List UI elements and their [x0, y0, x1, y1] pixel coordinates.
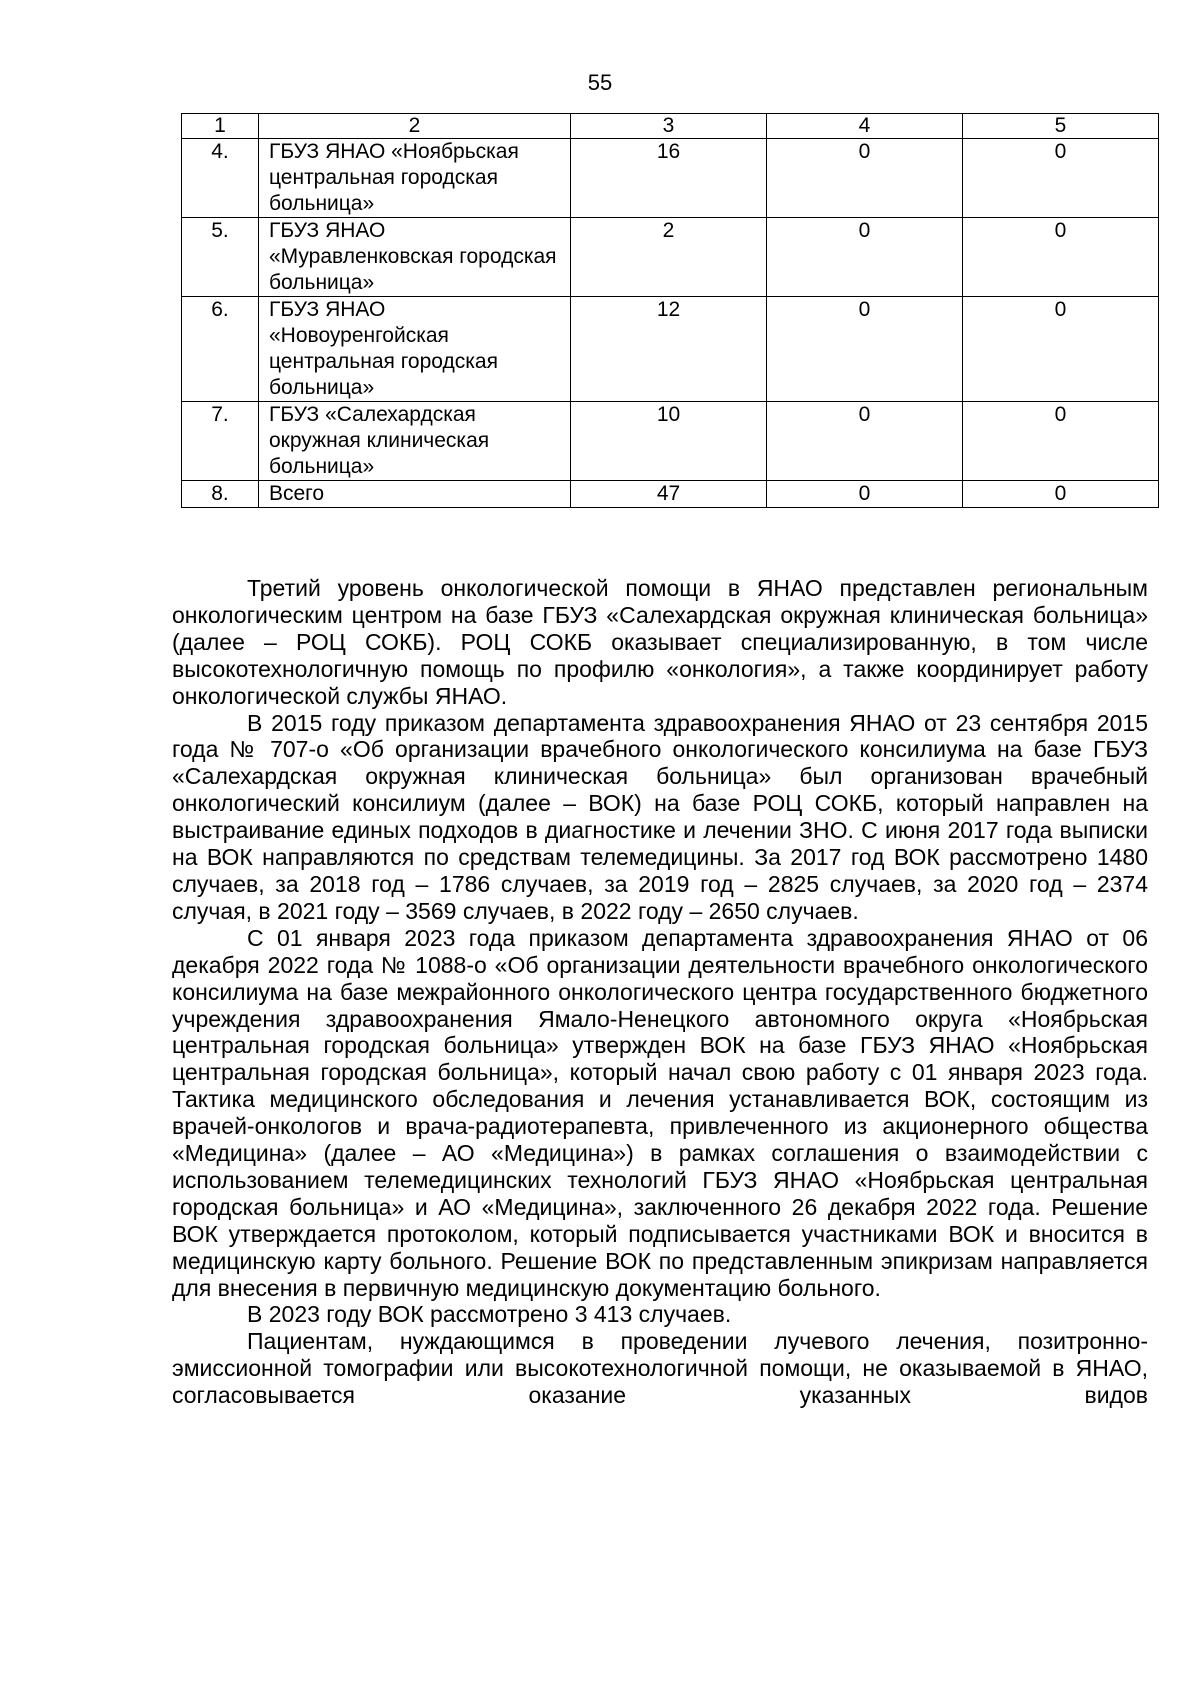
page-number: 55	[587, 70, 613, 95]
row-number: 4.	[182, 139, 259, 218]
column-header: 2	[259, 114, 571, 139]
table-total-row	[182, 481, 1159, 508]
column-header: 5	[963, 114, 1159, 139]
cell-value-3: 12	[571, 297, 767, 402]
cell-value-5: 0	[963, 139, 1159, 218]
paragraph: В 2015 году приказом департамента здравоохранения ЯНАО от 23 сентября 2015 года № 707-о «Об организации врачебного онкологического консилиума на базе ГБУЗ «Салехардская окружная клиническая больница» был организован врачебный онкологический консилиум (далее – ВОК) на базе РОЦ СОКБ, который направлен на выстраивание единых подходов в диагностике и лечении ЗНО. С июня 2017 года выписки на ВОК направляются по средствам телемедицины. За 2017 год ВОК рассмотрено 1480 случаев, за 2018 год – 1786 случаев, за 2019 год – 2825 случаев, за 2020 год – 2374 случая, в 2021 году – 3569 случаев, в 2022 году – 2650 случаев.	[172, 709, 1148, 924]
facility-name: ГБУЗ ЯНАО «Муравленковская городская больница»	[259, 218, 571, 297]
row-number: 5.	[182, 218, 259, 297]
cell-value-4: 0	[767, 481, 963, 508]
body-text	[172, 575, 1148, 1409]
cell-value-4: 0	[767, 402, 963, 481]
facilities-table	[181, 113, 1159, 508]
cell-value-4: 0	[767, 297, 963, 402]
facility-name: ГБУЗ ЯНАО «Ноябрьская центральная городская больница»	[259, 139, 571, 218]
cell-value-5: 0	[963, 402, 1159, 481]
table-row	[182, 297, 1159, 402]
cell-value-3: 10	[571, 402, 767, 481]
paragraph: В 2023 году ВОК рассмотрено 3 413 случаев.	[247, 1301, 732, 1328]
cell-value-5: 0	[963, 297, 1159, 402]
cell-value-4: 0	[767, 139, 963, 218]
facility-name: ГБУЗ «Салехардская окружная клиническая больница»	[259, 402, 571, 481]
row-number: 7.	[182, 402, 259, 481]
cell-value-3: 47	[571, 481, 767, 508]
table-row	[182, 218, 1159, 297]
cell-value-3: 16	[571, 139, 767, 218]
column-header: 4	[767, 114, 963, 139]
paragraph: С 01 января 2023 года приказом департамента здравоохранения ЯНАО от 06 декабря 2022 года № 1088-о «Об организации деятельности врачебного онкологического консилиума на базе межрайонного онкологического центра государственного бюджетного учреждения здравоохранения Ямало-Ненецкого автономного округа «Ноябрьская центральная городская больница» утвержден ВОК на базе ГБУЗ ЯНАО «Ноябрьская центральная городская больница», который начал свою работу с 01 января 2023 года. Тактика медицинского обследования и лечения устанавливается ВОК, состоящим из врачей-онкологов и врача-радиотерапевта, привлеченного из акционерного общества «Медицина» (далее – АО «Медицина») в рамках соглашения о взаимодействии с использованием телемедицинских технологий ГБУЗ ЯНАО «Ноябрьская центральная городская больница» и АО «Медицина», заключенного 26 декабря 2022 года. Решение ВОК утверждается протоколом, который подписывается участниками ВОК и вносится в медицинскую карту больного. Решение ВОК по представленным эпикризам направляется для внесения в первичную медицинскую документацию больного.	[172, 924, 1148, 1301]
table-header-row	[182, 114, 1159, 139]
total-label: Всего	[259, 481, 571, 508]
cell-value-4: 0	[767, 218, 963, 297]
cell-value-5: 0	[963, 481, 1159, 508]
facility-name: ГБУЗ ЯНАО «Новоуренгойская центральная городская больница»	[259, 297, 571, 402]
row-number: 8.	[182, 481, 259, 508]
column-header: 3	[571, 114, 767, 139]
paragraph: Пациентам, нуждающимся в проведении лучевого лечения, позитронно-эмиссионной томографии или высокотехнологичной помощи, не оказываемой в ЯНАО, согласовывается оказание указанных видов	[172, 1328, 1148, 1409]
cell-value-3: 2	[571, 218, 767, 297]
table-row	[182, 139, 1159, 218]
column-header: 1	[182, 114, 259, 139]
table-row	[182, 402, 1159, 481]
cell-value-5: 0	[963, 218, 1159, 297]
paragraph: Третий уровень онкологической помощи в ЯНАО представлен региональным онкологическим центром на базе ГБУЗ «Салехардская окружная клиническая больница» (далее – РОЦ СОКБ). РОЦ СОКБ оказывает специализированную, в том числе высокотехнологичную помощь по профилю «онкология», а также координирует работу онкологической службы ЯНАО.	[172, 575, 1148, 709]
row-number: 6.	[182, 297, 259, 402]
